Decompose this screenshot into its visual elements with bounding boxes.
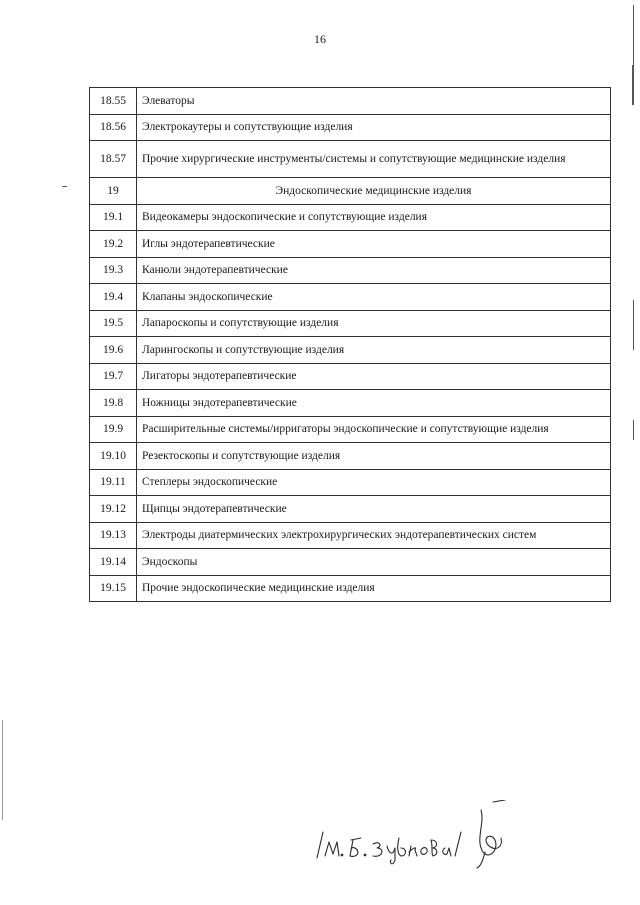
row-title: Клапаны эндоскопические — [137, 284, 611, 311]
table-row — [90, 204, 611, 231]
row-title: Лапароскопы и сопутствующие изделия — [137, 310, 611, 337]
scan-edge-mark — [2, 720, 3, 820]
row-title: Электрокаутеры и сопутствующие изделия — [137, 114, 611, 141]
table-row — [90, 231, 611, 258]
row-number: 19.12 — [90, 496, 137, 523]
row-number: 19.10 — [90, 443, 137, 470]
scan-edge-mark — [633, 5, 634, 65]
row-number: 19.2 — [90, 231, 137, 258]
row-number: 19.4 — [90, 284, 137, 311]
section-row — [90, 178, 611, 205]
table-row — [90, 416, 611, 443]
table-row — [90, 363, 611, 390]
table-row — [90, 469, 611, 496]
row-number: 19.11 — [90, 469, 137, 496]
row-number: 18.56 — [90, 114, 137, 141]
scan-edge-mark — [632, 65, 634, 105]
table-row — [90, 88, 611, 115]
row-title: Лигаторы эндотерапевтические — [137, 363, 611, 390]
row-number: 18.57 — [90, 141, 137, 178]
scan-edge-mark — [633, 300, 634, 350]
page-number: 16 — [314, 32, 326, 46]
table-row — [90, 257, 611, 284]
row-number: 19.5 — [90, 310, 137, 337]
row-title: Электроды диатермических электрохирургических эндотерапевтических систем — [137, 522, 611, 549]
row-title: Ножницы эндотерапевтические — [137, 390, 611, 417]
table-row — [90, 549, 611, 576]
items-table — [89, 87, 611, 602]
row-number: 19.6 — [90, 337, 137, 364]
row-title: Эндоскопы — [137, 549, 611, 576]
row-number: 19.15 — [90, 575, 137, 602]
table-row — [90, 337, 611, 364]
row-number: 19.14 — [90, 549, 137, 576]
signature-block — [305, 800, 535, 870]
row-title: Щипцы эндотерапевтические — [137, 496, 611, 523]
table-row — [90, 443, 611, 470]
table-row — [90, 496, 611, 523]
table-row — [90, 310, 611, 337]
row-title: Видеокамеры эндоскопические и сопутствующие изделия — [137, 204, 611, 231]
table-row — [90, 575, 611, 602]
row-number: 19 — [90, 178, 137, 205]
row-number: 19.7 — [90, 363, 137, 390]
row-title: Канюли эндотерапевтические — [137, 257, 611, 284]
row-number: 19.8 — [90, 390, 137, 417]
table-row — [90, 114, 611, 141]
table-row — [90, 141, 611, 178]
row-number: 18.55 — [90, 88, 137, 115]
table-row — [90, 390, 611, 417]
table-row — [90, 284, 611, 311]
row-title: Степлеры эндоскопические — [137, 469, 611, 496]
row-title: Прочие эндоскопические медицинские изделия — [137, 575, 611, 602]
row-number: 19.13 — [90, 522, 137, 549]
scan-edge-mark — [633, 420, 634, 440]
row-title: Расширительные системы/ирригаторы эндоскопические и сопутствующие изделия — [137, 416, 611, 443]
row-title: Элеваторы — [137, 88, 611, 115]
row-title: Ларингоскопы и сопутствующие изделия — [137, 337, 611, 364]
row-number: 19.3 — [90, 257, 137, 284]
row-title: Резектоскопы и сопутствующие изделия — [137, 443, 611, 470]
row-title: Иглы эндотерапевтические — [137, 231, 611, 258]
scan-edge-mark — [62, 186, 67, 187]
row-number: 19.1 — [90, 204, 137, 231]
table-row — [90, 522, 611, 549]
row-number: 19.9 — [90, 416, 137, 443]
row-title: Прочие хирургические инструменты/системы и сопутствующие медицинские изделия — [137, 141, 611, 178]
items-table-body — [90, 88, 611, 602]
row-title: Эндоскопические медицинские изделия — [137, 178, 611, 205]
handwritten-signature — [305, 800, 535, 870]
